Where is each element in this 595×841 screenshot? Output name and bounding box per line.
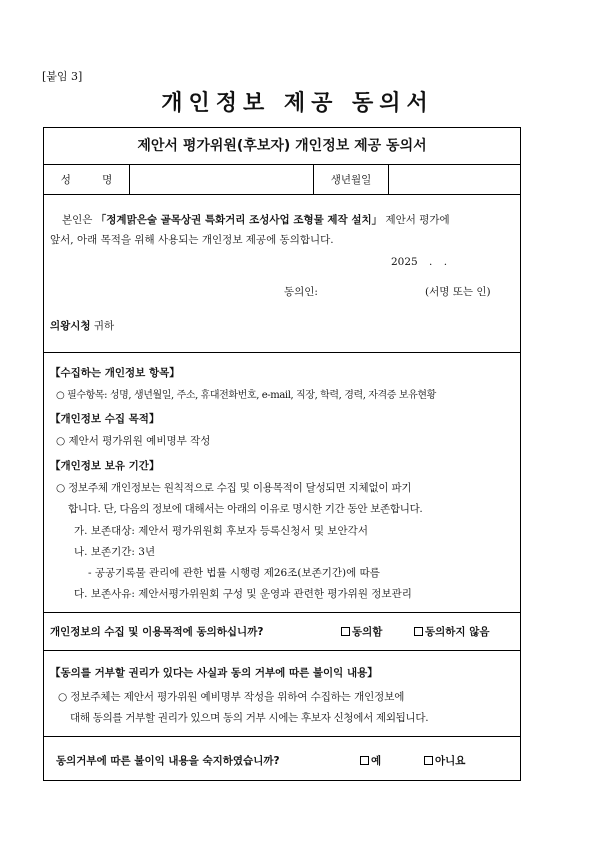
- retention-item-c: 다. 보존사유: 제안서평가위원회 구성 및 운영과 관련한 평가위원 정보관리: [74, 588, 412, 600]
- divider: [44, 650, 520, 651]
- recipient: 의왕시청 귀하: [50, 320, 115, 332]
- items-header: 【수집하는 개인정보 항목】: [50, 367, 180, 379]
- date-text: 2025 . .: [391, 256, 448, 268]
- attachment-label: [붙임 3]: [42, 70, 83, 83]
- divider: [44, 736, 520, 737]
- divider: [44, 612, 520, 613]
- retention-line-1: ○ 정보주체 개인정보는 원칙적으로 수집 및 이용목적이 달성되면 지체없이 파기: [56, 482, 412, 494]
- divider: [388, 164, 389, 194]
- refusal-line-2: 대해 동의를 거부할 권리가 있으며 동의 거부 시에는 후보자 신청에서 제외됩니다.: [70, 712, 429, 724]
- consent-line-2: 앞서, 아래 목적을 위해 사용되는 개인정보 제공에 동의합니다.: [50, 234, 334, 246]
- consent-line-1: 본인은 「정계맑은술 골목상권 특화거리 조성사업 조형물 제작 설치」 제안서 평가에: [62, 214, 450, 226]
- agree-option[interactable]: 동의함: [341, 624, 382, 639]
- retention-item-a: 가. 보존대상: 제안서 평가위원회 후보자 등록신청서 및 보안각서: [74, 525, 368, 537]
- retention-line-2: 합니다. 단, 다음의 정보에 대해서는 아래의 이유로 명시한 기간 동안 보존합니다.: [68, 503, 423, 515]
- refusal-header: 【동의를 거부할 권리가 있다는 사실과 동의 거부에 따른 불이익 내용】: [50, 667, 378, 679]
- divider: [44, 352, 520, 353]
- question-1: 개인정보의 수집 및 이용목적에 동의하십니까?: [50, 626, 264, 638]
- divider: [129, 164, 130, 194]
- birth-label: 생년월일: [330, 174, 372, 186]
- purpose-header: 【개인정보 수집 목적】: [50, 413, 160, 425]
- name-label: 성 명: [60, 174, 127, 186]
- yes-option[interactable]: 예: [360, 753, 381, 768]
- retention-header: 【개인정보 보유 기간】: [50, 460, 160, 472]
- checkbox-icon[interactable]: [414, 627, 423, 636]
- checkbox-icon[interactable]: [360, 756, 369, 765]
- form-title: 제안서 평가위원(후보자) 개인정보 제공 동의서: [137, 138, 427, 154]
- question-2: 동의거부에 따른 불이익 내용을 숙지하였습니까?: [56, 755, 280, 767]
- checkbox-icon[interactable]: [424, 756, 433, 765]
- signer-label: 동의인:: [284, 286, 318, 298]
- items-text: ○ 필수항목: 성명, 생년월일, 주소, 휴대전화번호, e-mail, 직장, 학력, 경력, 자격증 보유현황: [56, 390, 436, 401]
- refusal-line-1: ○ 정보주체는 제안서 평가위원 예비명부 작성을 위하여 수집하는 개인정보에: [58, 691, 405, 703]
- purpose-text: ○ 제안서 평가위원 예비명부 작성: [56, 435, 211, 447]
- consent-form: [43, 127, 521, 781]
- page-title: 개인정보 제공 동의서: [161, 90, 434, 116]
- retention-item-b-sub: - 공공기록물 관리에 관한 법률 시행령 제26조(보존기간)에 따름: [88, 567, 380, 579]
- divider: [44, 194, 520, 195]
- retention-item-b: 나. 보존기간: 3년: [74, 546, 156, 558]
- project-name: 「정계맑은술 골목상권 특화거리 조성사업 조형물 제작 설치」: [95, 214, 383, 226]
- checkbox-icon[interactable]: [341, 627, 350, 636]
- signature-hint: (서명 또는 인): [425, 286, 491, 298]
- identity-row: [44, 164, 520, 194]
- no-option[interactable]: 아니요: [424, 753, 465, 768]
- disagree-option[interactable]: 동의하지 않음: [414, 624, 490, 639]
